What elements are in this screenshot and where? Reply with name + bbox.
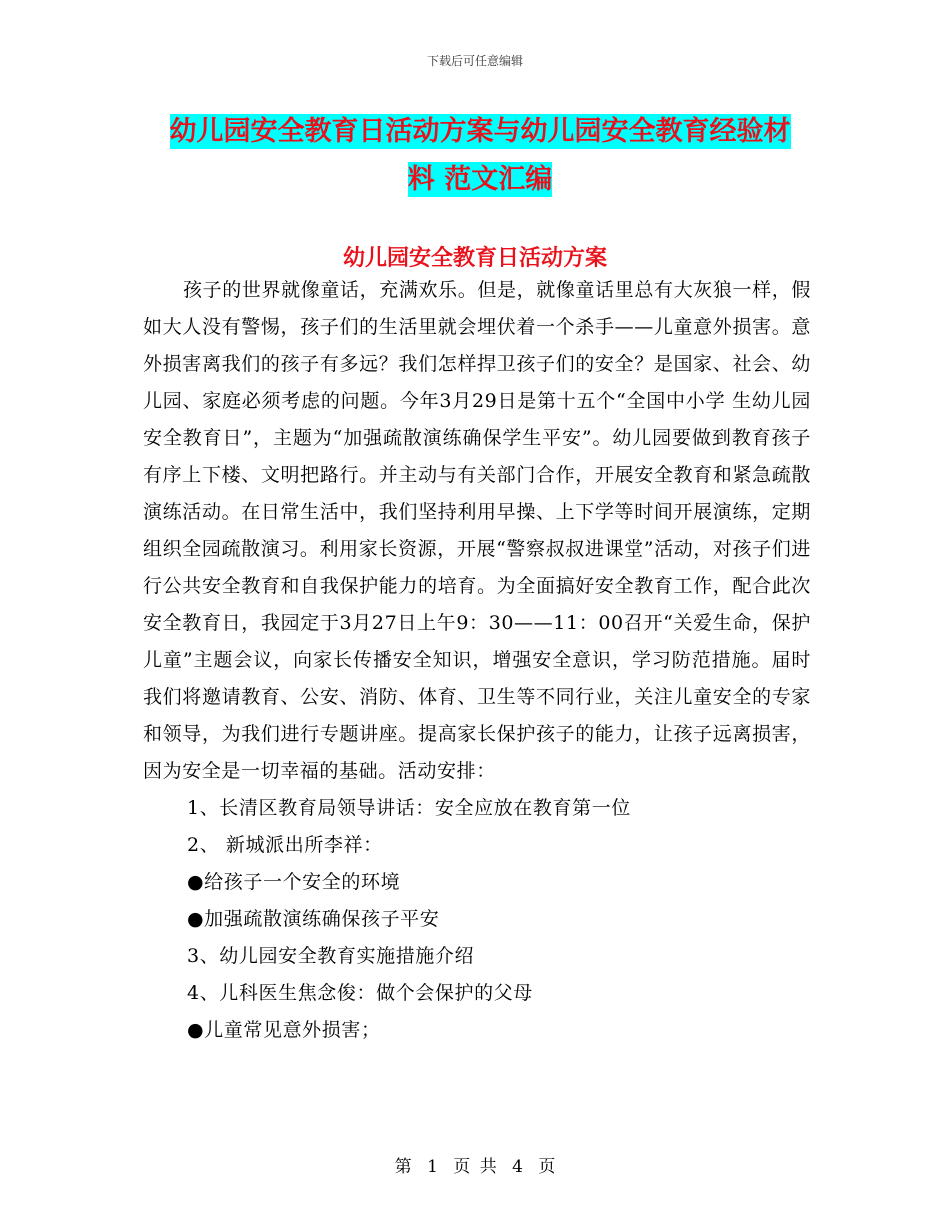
footer-prefix: 第 <box>394 1157 412 1177</box>
footer-suffix: 页 <box>538 1157 556 1177</box>
document-title-line-1: 幼儿园安全教育日活动方案与幼儿园安全教育经验材 <box>169 116 791 147</box>
schedule-item-3: 3、幼儿园安全教育实施措施介绍 <box>187 945 475 967</box>
footer-total-pages: 4 <box>512 1157 523 1177</box>
footer-page-number: 1 <box>427 1157 438 1177</box>
bullet-item-evacuation-drill: ●加强疏散演练确保孩子平安 <box>187 908 440 930</box>
body-paragraph: 孩子的世界就像童话，充满欢乐。但是，就像童话里总有大灰狼一样，假如大人没有警惕，孩子们的生活里就会埋伏着一个杀手——儿童意外损害。意外损害离我们的孩子有多远？我们怎样捍卫孩子们的安全？是国家、社会、幼儿园、家庭必须考虑的问题。今年3月29日是第十五个“全国中小学 生幼儿园安全教育日”，主题为“加强疏散演练确保学生平安”。幼儿园要做到教育孩子有序上下楼、文明把路行。并主动与有关部门合作，开展安全教育和紧急疏散演练活动。在日常生活中，我们坚持利用早操、上下学等时间开展演练，定期组织全园疏散演习。利用家长资源，开展“警察叔叔进课堂”活动，对孩子们进行公共安全教育和自我保护能力的培育。为全面搞好安全教育工作，配合此次安全教育日，我园定于3月27日上午9：30——11：00召开“关爱生命，保护儿童”主题会议，向家长传播安全知识，增强安全意识，学习防范措施。届时我们将邀请教育、公安、消防、体育、卫生等不同行业，关注儿童安全的专家和领导，为我们进行专题讲座。提高家长保护孩子的能力，让孩子远离损害，因为安全是一切幸福的基础。活动安排： <box>143 279 811 782</box>
document-body <box>143 272 811 1049</box>
schedule-item-4: 4、儿科医生焦念俊：做个会保护的父母 <box>187 982 533 1004</box>
footer-middle: 页 共 <box>453 1157 497 1177</box>
schedule-item-2: 2、 新城派出所李祥： <box>187 834 383 856</box>
document-title-line-2: 料 范文汇编 <box>407 164 553 195</box>
bullet-item-common-injuries: ●儿童常见意外损害； <box>187 1019 381 1041</box>
page-footer <box>0 1152 950 1177</box>
document-title <box>140 108 820 204</box>
bullet-item-safe-environment: ●给孩子一个安全的环境 <box>187 871 401 893</box>
section-title: 幼儿园安全教育日活动方案 <box>342 246 607 271</box>
page-header-note: 下载后可任意编辑 <box>426 54 523 68</box>
schedule-item-1: 1、长清区教育局领导讲话：安全应放在教育第一位 <box>187 797 631 819</box>
